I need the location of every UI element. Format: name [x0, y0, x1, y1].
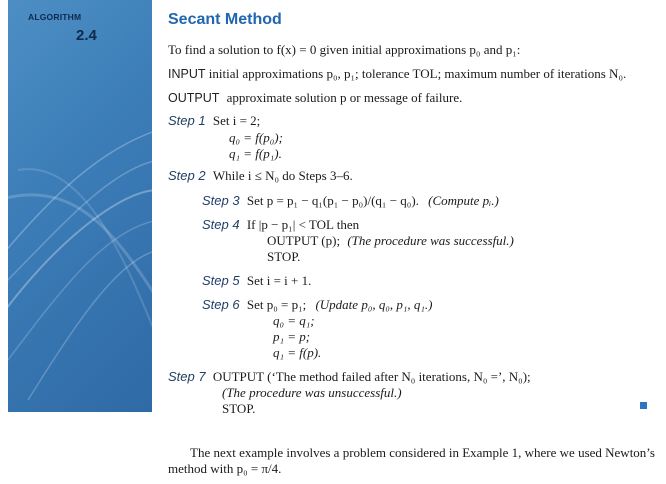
step-4-line-3: STOP. — [267, 249, 301, 264]
step-7 — [168, 369, 531, 384]
step-6-note: (Update p₀, q₀, p₁, q₁.) — [315, 297, 433, 312]
step-4-text: If |p − p₁| < TOL then — [246, 217, 360, 232]
step-5-label: Step 5 — [202, 273, 240, 288]
end-of-algorithm-marker — [640, 402, 647, 409]
step-3-text: Set p = p₁ − q₁(p₁ − p₀)/(q₁ − q₀). — [246, 193, 419, 208]
step-1 — [168, 113, 260, 128]
intro-text: To find a solution to f(x) = 0 given initial approximations p₀ and p₁: — [168, 42, 521, 57]
step-3 — [202, 193, 499, 208]
step-5-text: Set i = i + 1. — [246, 273, 312, 288]
input-label: INPUT — [168, 67, 206, 81]
step-6-line-2: q₀ = q₁; — [273, 313, 315, 328]
step-4-output: OUTPUT (p); — [267, 233, 341, 248]
step-7-line-3: STOP. — [222, 401, 256, 416]
footer-line-2: method with p₀ = π/4. — [168, 461, 282, 476]
step-4 — [202, 217, 359, 232]
step-6-line-3: p₁ = p; — [273, 329, 311, 344]
step-1-line-3: q₁ = f(p₁). — [229, 146, 282, 161]
step-2-text: While i ≤ N₀ do Steps 3–6. — [212, 168, 353, 183]
step-1-line-2: q₀ = f(p₀); — [229, 130, 283, 145]
step-6-label: Step 6 — [202, 297, 240, 312]
step-2-label: Step 2 — [168, 168, 206, 183]
step-7-line-2: (The procedure was unsuccessful.) — [222, 385, 402, 400]
algorithm-number: 2.4 — [76, 27, 97, 44]
output-label: OUTPUT — [168, 91, 220, 105]
output-line — [168, 90, 462, 106]
step-1-text: Set i = 2; — [212, 113, 261, 128]
input-text: initial approximations p₀, p₁; tolerance TOL; maximum number of iterations N₀. — [208, 66, 627, 81]
step-3-label: Step 3 — [202, 193, 240, 208]
step-4-line-2 — [267, 233, 514, 248]
step-2 — [168, 168, 353, 183]
step-6-line-4: q₁ = f(p). — [273, 345, 322, 360]
output-text: approximate solution p or message of failure. — [226, 90, 463, 105]
footer-line-1: The next example involves a problem considered in Example 1, where we used Newton’s — [190, 445, 655, 460]
step-3-note: (Compute pᵢ.) — [428, 193, 499, 208]
step-6 — [202, 297, 432, 312]
algorithm-sidebar — [8, 0, 152, 412]
page-title: Secant Method — [168, 11, 282, 28]
step-7-text: OUTPUT (‘The method failed after N₀ iterations, N₀ =’, N₀); — [212, 369, 531, 384]
input-line — [168, 66, 626, 82]
step-5 — [202, 273, 311, 288]
step-7-label: Step 7 — [168, 369, 206, 384]
algorithm-label: ALGORITHM — [28, 12, 82, 22]
step-4-note: (The procedure was successful.) — [347, 233, 514, 248]
step-6-text: Set p₀ = p₁; — [246, 297, 307, 312]
step-1-label: Step 1 — [168, 113, 206, 128]
step-4-label: Step 4 — [202, 217, 240, 232]
swirl-decoration — [8, 0, 152, 412]
